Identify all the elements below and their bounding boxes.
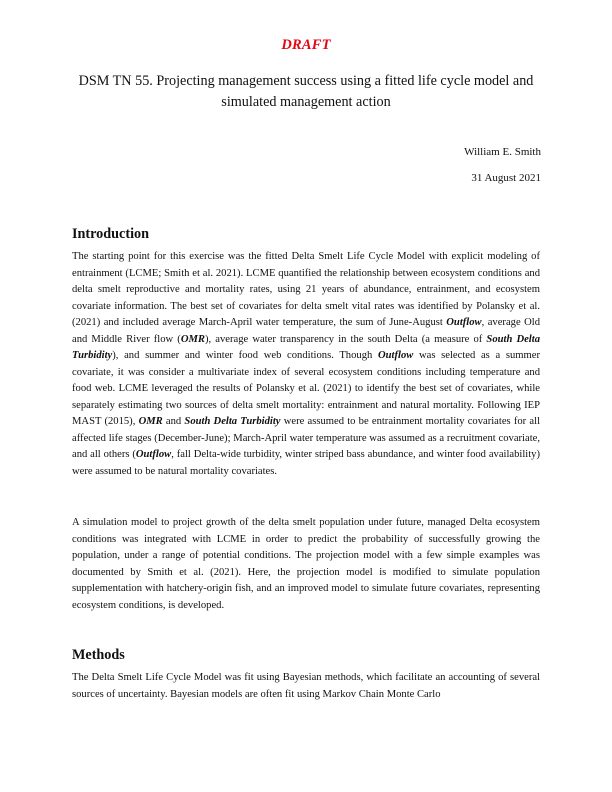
intro-text: and bbox=[162, 416, 185, 427]
omr-term: OMR bbox=[180, 333, 205, 345]
outflow-term: Outflow bbox=[135, 449, 172, 460]
draft-label: DRAFT bbox=[281, 37, 331, 53]
document-title: DSM TN 55. Projecting management success using a fitted life cycle model and simulated management action bbox=[78, 73, 534, 110]
introduction-paragraph-2: A simulation model to project growth of the delta smelt population under future, managed Delta ecosystem conditions was integrated with LCME in order to predict the probability of successfully growing the population, under a range of potential conditions. The projection model with a few simple examples was documented by Smith et al. (2021). Here, the projection model is modified to simulate population supplementation with hatchery-origin fish, and an improved model to simulate future covariates, representing ecosystem conditions, is developed. bbox=[72, 517, 540, 611]
intro-text: ), average water transparency in the south Delta (a measure of bbox=[204, 333, 487, 345]
intro-text: , average Old and Middle River flow ( bbox=[72, 317, 540, 345]
methods-paragraph-1: The Delta Smelt Life Cycle Model was fit using Bayesian methods, which facilitate an accounting of several sources of uncertainty. Bayesian models are often fit using Markov Chain Monte Carlo bbox=[72, 672, 540, 700]
introduction-heading: Introduction bbox=[72, 226, 149, 242]
intro-text: was selected as a summer covariate, it was consider a multivariate index of several ecosystem conditions including temperature and food web. LCME leveraged the results of Polansky et al. (2021) to identify the best set of covariates, while separately estimating two sources of delta smelt mortality: entrainment and natural mortality. Following IEP MAST (2015), bbox=[72, 350, 540, 427]
intro-text: , fall Delta-wide turbidity, winter striped bass abundance, and winter food availability) were assumed to be natural mortality covariates. bbox=[72, 449, 541, 477]
intro-text: The starting point for this exercise was the fitted Delta Smelt Life Cycle Model with explicit modeling of entrainment (LCME; Smith et al. 2021). LCME quantified the relationship between ecosystem conditions and delta smelt reproductive and mortality rates, using 21 years of abundance, entrainment, and ecosystem covariate information. The best set of covariates for delta smelt vital rates was identified by Polansky et al. (2021) and included average March-April water temperature, the sum of June-August bbox=[72, 251, 540, 328]
south-delta-turbidity-term: South Delta Turbidity bbox=[72, 333, 540, 361]
outflow-term: Outflow bbox=[446, 317, 482, 328]
methods-heading: Methods bbox=[72, 647, 125, 663]
outflow-term: Outflow bbox=[377, 350, 414, 361]
south-delta-turbidity-term: South Delta Turbidity bbox=[184, 416, 281, 427]
intro-text: were assumed to be entrainment mortality covariates for all affected life stages (December-June); March-April water temperature was assumed as a recruitment covariate, and all others ( bbox=[72, 416, 541, 460]
introduction-paragraph-1 bbox=[72, 249, 540, 480]
document-date: 31 August 2021 bbox=[471, 172, 541, 184]
omr-term: OMR bbox=[138, 416, 163, 427]
intro-text: ), and summer and winter food web conditions. Though bbox=[112, 350, 378, 361]
author-name: William E. Smith bbox=[464, 146, 541, 158]
